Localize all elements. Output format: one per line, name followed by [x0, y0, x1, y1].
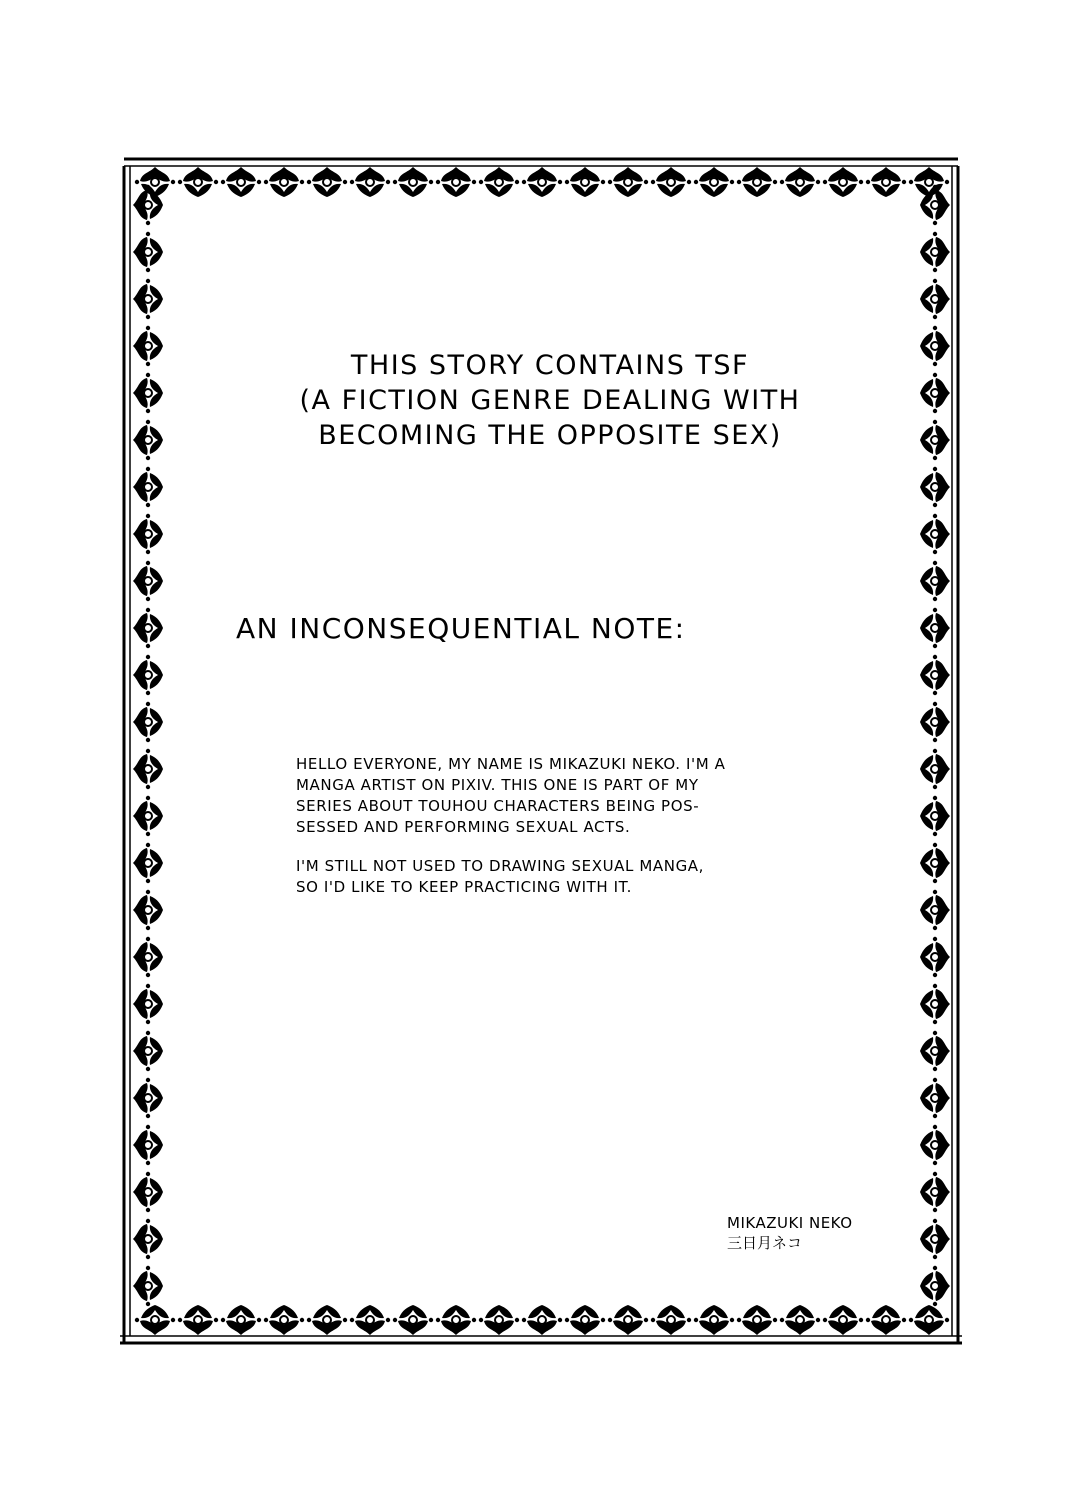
floral-ornament-icon — [920, 232, 950, 272]
note-line: SESSED AND PERFORMING SEXUAL ACTS. — [296, 818, 631, 836]
floral-ornament-icon — [920, 279, 950, 319]
floral-ornament-icon — [866, 1305, 906, 1335]
floral-ornament-icon — [909, 1305, 949, 1335]
signature-name: MIKAZUKI NEKO — [727, 1214, 853, 1232]
floral-ornament-icon — [780, 1305, 820, 1335]
floral-ornament-icon — [133, 843, 163, 883]
floral-ornament-icon — [651, 1305, 691, 1335]
floral-ornament-icon — [133, 1125, 163, 1165]
floral-ornament-icon — [737, 167, 777, 197]
note-line: SO I'D LIKE TO KEEP PRACTICING WITH IT. — [296, 878, 633, 896]
note-line: HELLO EVERYONE, MY NAME IS MIKAZUKI NEKO. I'M A — [296, 755, 726, 773]
floral-ornament-icon — [920, 1031, 950, 1071]
floral-ornament-icon — [178, 1305, 218, 1335]
signature — [727, 1213, 853, 1253]
floral-ornament-icon — [737, 1305, 777, 1335]
floral-ornament-icon — [920, 326, 950, 366]
floral-ornament-icon — [920, 373, 950, 413]
floral-ornament-icon — [920, 1219, 950, 1259]
floral-ornament-icon — [264, 1305, 304, 1335]
floral-ornament-icon — [920, 843, 950, 883]
floral-ornament-icon — [651, 167, 691, 197]
warning-line: THIS STORY CONTAINS TSF — [350, 350, 750, 381]
floral-ornament-icon — [178, 167, 218, 197]
floral-ornament-icon — [133, 1219, 163, 1259]
floral-ornament-icon — [780, 167, 820, 197]
floral-ornament-icon — [133, 514, 163, 554]
floral-ornament-icon — [436, 1305, 476, 1335]
note-paragraph — [296, 856, 836, 898]
floral-ornament-icon — [823, 167, 863, 197]
floral-ornament-icon — [133, 1078, 163, 1118]
floral-ornament-icon — [133, 984, 163, 1024]
floral-ornament-icon — [133, 890, 163, 930]
floral-ornament-icon — [920, 1078, 950, 1118]
floral-ornament-icon — [350, 1305, 390, 1335]
floral-ornament-icon — [133, 1266, 163, 1306]
floral-ornament-icon — [133, 655, 163, 695]
floral-ornament-icon — [522, 1305, 562, 1335]
floral-ornament-icon — [920, 1125, 950, 1165]
note-line: SERIES ABOUT TOUHOU CHARACTERS BEING POS- — [296, 797, 700, 815]
floral-ornament-icon — [393, 167, 433, 197]
floral-ornament-icon — [350, 167, 390, 197]
note-paragraph — [296, 754, 836, 838]
floral-ornament-icon — [920, 1172, 950, 1212]
floral-ornament-icon — [565, 1305, 605, 1335]
floral-ornament-icon — [133, 561, 163, 601]
note-line: I'M STILL NOT USED TO DRAWING SEXUAL MANGA, — [296, 857, 705, 875]
floral-ornament-icon — [133, 1172, 163, 1212]
floral-ornament-icon — [133, 796, 163, 836]
floral-ornament-icon — [307, 167, 347, 197]
floral-ornament-icon — [920, 420, 950, 460]
floral-ornament-icon — [133, 702, 163, 742]
floral-ornament-icon — [920, 608, 950, 648]
signature-name-jp: 三日月ネコ — [727, 1234, 803, 1252]
floral-ornament-icon — [133, 1031, 163, 1071]
floral-ornament-icon — [920, 796, 950, 836]
floral-ornament-icon — [133, 232, 163, 272]
floral-ornament-icon — [133, 420, 163, 460]
floral-ornament-icon — [920, 749, 950, 789]
floral-ornament-icon — [436, 167, 476, 197]
floral-ornament-icon — [866, 167, 906, 197]
floral-ornament-icon — [920, 702, 950, 742]
floral-ornament-icon — [133, 749, 163, 789]
floral-ornament-icon — [920, 937, 950, 977]
floral-ornament-icon — [920, 655, 950, 695]
floral-ornament-icon — [608, 1305, 648, 1335]
floral-ornament-icon — [823, 1305, 863, 1335]
floral-ornament-icon — [133, 467, 163, 507]
floral-ornament-icon — [264, 167, 304, 197]
floral-ornament-icon — [920, 514, 950, 554]
floral-ornament-icon — [920, 561, 950, 601]
warning-line: (A FICTION GENRE DEALING WITH — [299, 385, 801, 416]
note-heading: AN INCONSEQUENTIAL NOTE: — [236, 612, 686, 645]
floral-ornament-icon — [221, 167, 261, 197]
floral-ornament-icon — [608, 167, 648, 197]
floral-ornament-icon — [133, 608, 163, 648]
floral-ornament-icon — [522, 167, 562, 197]
floral-ornament-icon — [133, 326, 163, 366]
floral-ornament-icon — [307, 1305, 347, 1335]
floral-ornament-icon — [133, 373, 163, 413]
floral-ornament-icon — [565, 167, 605, 197]
floral-ornament-icon — [393, 1305, 433, 1335]
floral-ornament-icon — [920, 467, 950, 507]
floral-ornament-icon — [694, 167, 734, 197]
note-line: MANGA ARTIST ON PIXIV. THIS ONE IS PART OF MY — [296, 776, 699, 794]
floral-ornament-icon — [920, 984, 950, 1024]
floral-ornament-icon — [909, 167, 949, 197]
floral-ornament-icon — [133, 279, 163, 319]
floral-ornament-icon — [694, 1305, 734, 1335]
floral-ornament-icon — [479, 167, 519, 197]
floral-ornament-icon — [920, 890, 950, 930]
note-body — [296, 754, 836, 916]
floral-ornament-icon — [479, 1305, 519, 1335]
content-warning — [250, 348, 850, 453]
floral-ornament-icon — [920, 1266, 950, 1306]
floral-ornament-icon — [133, 937, 163, 977]
warning-line: BECOMING THE OPPOSITE SEX) — [318, 420, 782, 451]
floral-ornament-icon — [135, 167, 175, 197]
floral-ornament-icon — [135, 1305, 175, 1335]
floral-ornament-icon — [221, 1305, 261, 1335]
